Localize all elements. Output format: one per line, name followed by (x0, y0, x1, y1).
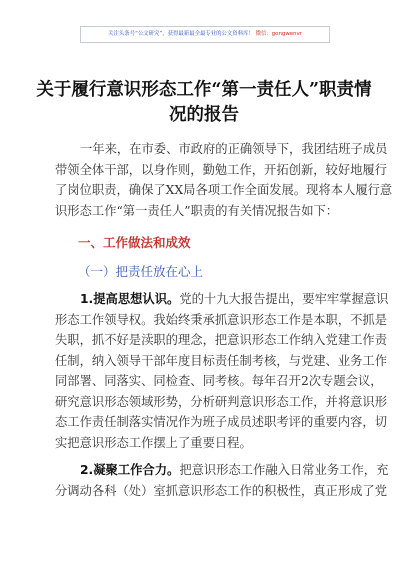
item-2-first: 把意识形态工作融入日常业务工作，充 (179, 463, 389, 477)
section-heading: 一、工作做法和成效 (78, 235, 191, 250)
text-line: 研究意识形态领域形势，分析研判意识形态工作，并将意识形 (55, 394, 388, 409)
banner-text: 关注头条号“公文研究”，获得最新最全最专业的公文资料库！ (108, 31, 254, 37)
intro-paragraph (55, 139, 393, 221)
text-line (55, 289, 389, 310)
text-line: 分调动各科（处）室抓意识形态工作的积极性，真正形成了党 (55, 483, 388, 498)
text-line: 一年来，在市委、市政府的正确领导下，我团结班子成员 (80, 142, 388, 156)
text-line: 实把意识形态工作摆上了重要日程。 (55, 435, 252, 450)
title-line-2: 况的报告 (169, 105, 239, 125)
text-line: 同部署、同落实、同检查、同考核。每年召开2次专题会议， (55, 374, 383, 388)
text-line: 态工作责任制落实情况作为班子成员述职考评的重要内容，切 (55, 415, 388, 429)
header-banner[interactable] (80, 26, 330, 43)
item-2-paragraph (55, 460, 389, 501)
subsection-heading: （一）把责任放在心上 (78, 264, 204, 279)
item-1-paragraph (55, 289, 389, 453)
text-line: 了岗位职责，确保了XX局各项工作全面发展。现将本人履行意 (55, 183, 393, 197)
item-1-first: 党的十九大报告提出，要牢牢掌握意识 (179, 292, 389, 306)
title-line-1: 关于履行意识形态工作“第一责任人”职责情 (36, 80, 372, 100)
banner-wechat: 微信：gongwenvr (255, 31, 302, 37)
item-2-lead: 2.凝聚工作合力。 (80, 463, 180, 477)
text-line (55, 460, 389, 481)
document-title (36, 78, 372, 128)
text-line: 识形态工作“第一责任人”职责的有关情况报告如下： (55, 203, 339, 218)
text-line: 任制，纳入领导干部年度目标责任制考核，与党建、业务工作 (55, 353, 388, 368)
text-line: 失职，抓不好是渎职的理念，把意识形态工作纳入党建工作责 (55, 333, 388, 347)
item-1-lead: 1.提高思想认识。 (80, 292, 180, 306)
text-line: 带领全体干部，以身作则，勤勉工作，开拓创新，较好地履行 (55, 162, 388, 177)
text-line: 形态工作领导权。我始终秉承抓意识形态工作是本职，不抓是 (55, 312, 388, 327)
